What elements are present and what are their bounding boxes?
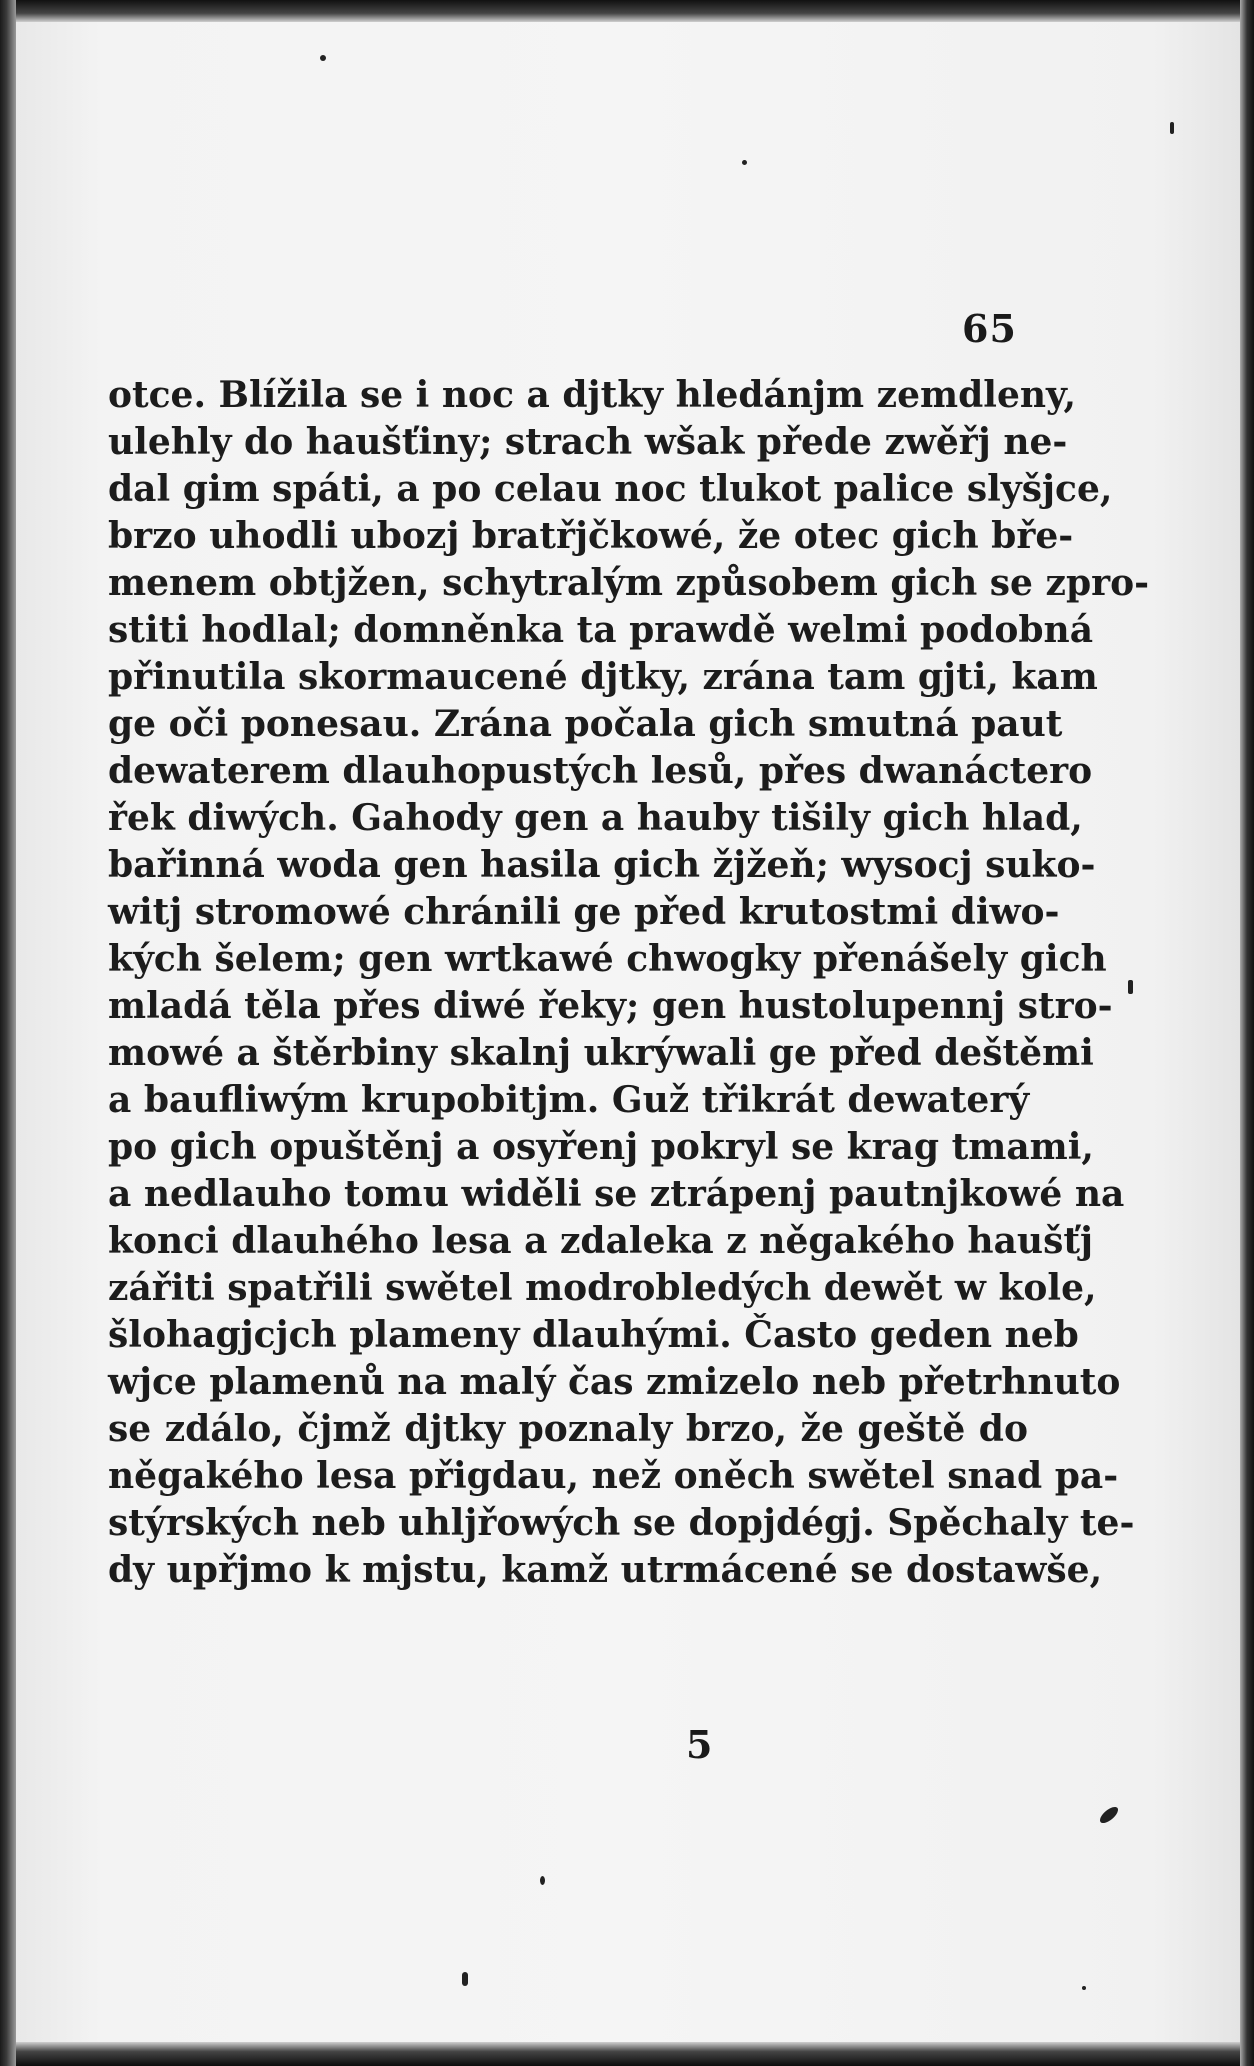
text-line: ulehly do haušťiny; strach wšak přede zwěřj ne- bbox=[108, 421, 1068, 463]
scan-speck bbox=[1128, 980, 1133, 994]
text-line: zářiti spatřili swětel modrobledých dewět w kole, bbox=[108, 1267, 1097, 1309]
scan-speck bbox=[540, 1876, 545, 1885]
text-line: a nedlauho tomu widěli se ztrápenj pautnjkowé na bbox=[108, 1173, 1125, 1215]
scan-edge-right bbox=[1240, 0, 1254, 2066]
scan-speck bbox=[1170, 122, 1174, 134]
scan-speck bbox=[1097, 1804, 1120, 1826]
text-line: se zdálo, čjmž djtky poznaly brzo, že geště do bbox=[108, 1408, 1028, 1450]
signature-mark: 5 bbox=[686, 1722, 713, 1767]
text-line: witj stromowé chránili ge před krutostmi diwo- bbox=[108, 891, 1060, 933]
scan-speck bbox=[462, 1972, 468, 1986]
text-line: stýrských neb uhljřowých se dopjdégj. Spěchaly te- bbox=[108, 1502, 1135, 1544]
scan-speck bbox=[320, 55, 326, 61]
text-line: dewaterem dlauhopustých lesů, přes dwanáctero bbox=[108, 750, 1093, 792]
text-line: menem obtjžen, schytralým způsobem gich se zpro- bbox=[108, 562, 1150, 604]
scan-speck bbox=[1082, 1986, 1086, 1990]
text-line: bařinná woda gen hasila gich žjžeň; wysocj suko- bbox=[108, 844, 1096, 886]
page-number: 65 bbox=[962, 306, 1017, 351]
text-line: mowé a štěrbiny skalnj ukrýwali ge před deštěmi bbox=[108, 1032, 1094, 1074]
text-line: po gich opuštěnj a osyřenj pokryl se krag tmami, bbox=[108, 1126, 1094, 1168]
scan-edge-top bbox=[0, 0, 1254, 22]
text-line: stiti hodlal; domněnka ta prawdě welmi podobná bbox=[108, 609, 1094, 651]
text-line: něgakého lesa přigdau, než oněch swětel snad pa- bbox=[108, 1455, 1119, 1497]
text-line: a baufliwým krupobitjm. Guž třikrát dewaterý bbox=[108, 1079, 1030, 1121]
text-line: kých šelem; gen wrtkawé chwogky přenášely gich bbox=[108, 938, 1107, 980]
text-line: řek diwých. Gahody gen a hauby tišily gich hlad, bbox=[108, 797, 1083, 839]
text-line: šlohagjcjch plameny dlauhými. Často geden neb bbox=[108, 1314, 1079, 1356]
text-line: přinutila skormaucené djtky, zrána tam gjti, kam bbox=[108, 656, 1098, 698]
text-line: mladá těla přes diwé řeky; gen hustolupennj stro- bbox=[108, 985, 1113, 1027]
text-line: wjce plamenů na malý čas zmizelo neb přetrhnuto bbox=[108, 1361, 1121, 1403]
body-text bbox=[108, 372, 1150, 1594]
text-line: ge oči ponesau. Zrána počala gich smutná paut bbox=[108, 703, 1063, 745]
text-line: konci dlauhého lesa a zdaleka z něgakého haušťj bbox=[108, 1220, 1094, 1262]
scan-edge-bottom bbox=[0, 2042, 1254, 2066]
text-line: dal gim spáti, a po celau noc tlukot palice slyšjce, bbox=[108, 468, 1113, 510]
text-line: dy upřjmo k mjstu, kamž utrmácené se dostawše, bbox=[108, 1549, 1103, 1591]
text-line: otce. Blížila se i noc a djtky hledánjm zemdleny, bbox=[108, 374, 1077, 416]
text-line: brzo uhodli ubozj bratřjčkowé, že otec gich bře- bbox=[108, 515, 1074, 557]
scan-edge-left bbox=[0, 0, 16, 2066]
scan-speck bbox=[742, 160, 747, 165]
